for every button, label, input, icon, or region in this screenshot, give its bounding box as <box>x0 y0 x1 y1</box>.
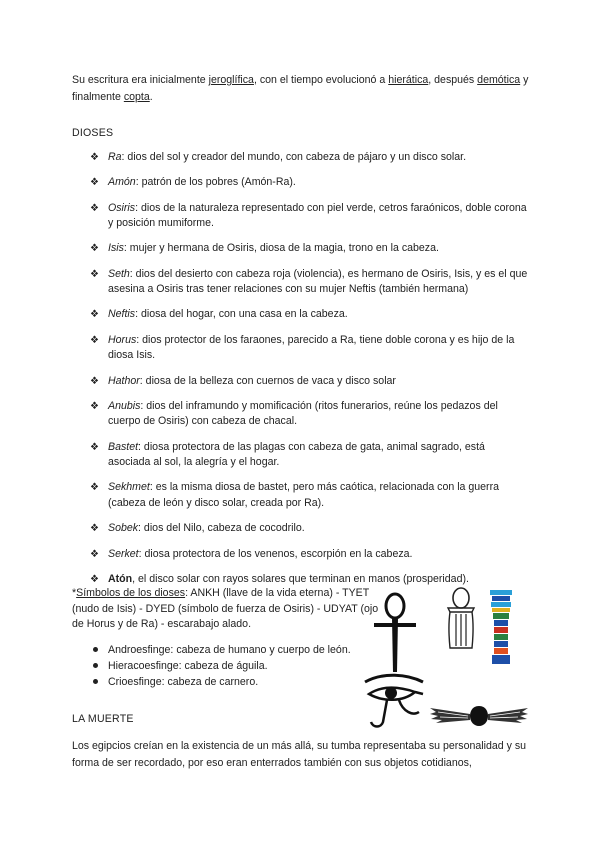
god-name: Ra <box>108 151 122 163</box>
death-paragraph: Los egipcios creían en la existencia de un más allá, su tumba representaba su personalidad y su forma de ser recordado, por eso eran enterrados también con sus objetos cotidianos, <box>72 740 527 769</box>
symbols-text: : ANKH (llave de la vida eterna) - TYET (nudo de Isis) - DYED (símbolo de fuerza de Osiris) - UDYAT (ojo de Horus y de Ra) - escarabajo alado. <box>72 587 379 630</box>
god-description: , el disco solar con rayos solares que terminan en manos (prosperidad). <box>132 572 469 585</box>
god-item-bastet <box>90 440 530 471</box>
ankh-image <box>371 592 419 672</box>
tyet-image <box>444 586 478 652</box>
intro-text-1: Su escritura era inicialmente <box>72 74 209 86</box>
god-name: Horus <box>108 333 137 346</box>
god-name: Serket <box>108 547 139 560</box>
god-item-neftis <box>90 307 530 323</box>
god-description: : mujer y hermana de Osiris, diosa de la magia, trono en la cabeza. <box>123 242 439 255</box>
diamond-bullet-icon: ❖ <box>90 375 99 387</box>
god-item-sobek <box>90 521 530 537</box>
djed-pillar-image <box>488 588 514 666</box>
god-name: Anubis <box>108 399 141 412</box>
god-description: : diosa protectora de las plagas con cabeza de gata, animal sagrado, está asociada al sol, la alegría y el hogar. <box>108 440 485 469</box>
link-jeroglifica[interactable]: jeroglífica <box>208 74 254 86</box>
god-item-anubis <box>90 399 530 430</box>
god-description: : diosa del hogar, con una casa en la cabeza. <box>135 308 348 321</box>
diamond-bullet-icon: ❖ <box>90 243 99 255</box>
diamond-bullet-icon: ❖ <box>90 523 99 535</box>
diamond-bullet-icon: ❖ <box>90 177 99 189</box>
god-description: : es la misma diosa de bastet, pero más caótica, relacionada con la guerra (cabeza de león y disco solar, creada por Ra). <box>108 481 500 509</box>
god-description: : patrón de los pobres (Amón-Ra). <box>135 176 296 189</box>
god-description: : dios del desierto con cabeza roja (violencia), es hermano de Osiris, Isis, y es el que asesina a Osiris tras tener relaciones con su mujer Neftis (también hermana) <box>108 267 528 296</box>
diamond-bullet-icon: ❖ <box>90 309 99 321</box>
god-item-hathor <box>90 374 530 390</box>
diamond-bullet-icon: ❖ <box>90 573 99 585</box>
god-name: Hathor <box>108 374 140 387</box>
intro-text-4: y finalmente <box>72 74 529 103</box>
diamond-bullet-icon: ❖ <box>90 441 99 453</box>
god-description: : dios del inframundo y momificación (ritos funerarios, reúne los pedazos del cuerpo de Osiris) con cabeza de chacal. <box>108 399 498 428</box>
god-item-serket <box>90 547 530 563</box>
god-description: : dios de la naturaleza representado con piel verde, cetros faraónicos, doble corona y posición mumiforme. <box>108 201 527 230</box>
eye-of-horus-image <box>363 672 425 734</box>
symbols-paragraph <box>72 586 384 633</box>
link-demotica[interactable]: demótica <box>477 74 521 86</box>
god-name: Isis <box>108 242 124 255</box>
god-name: Osiris <box>108 201 136 214</box>
sphinx-item: Androesfinge: cabeza de humano y cuerpo de león. <box>90 642 380 658</box>
intro-paragraph <box>72 72 532 106</box>
diamond-bullet-icon: ❖ <box>90 482 99 494</box>
winged-scarab-image <box>428 702 530 728</box>
god-item-seth <box>90 267 530 298</box>
diamond-bullet-icon: ❖ <box>90 268 99 280</box>
god-name: Sobek <box>108 522 139 535</box>
intro-text-5: . <box>149 91 153 103</box>
intro-text-3: , después <box>428 74 478 86</box>
god-description: : dios del sol y creador del mundo, con cabeza de pájaro y un disco solar. <box>121 151 467 163</box>
god-description: : dios del Nilo, cabeza de cocodrilo. <box>138 522 305 535</box>
diamond-bullet-icon: ❖ <box>90 400 99 412</box>
god-item-osiris <box>90 201 530 232</box>
diamond-bullet-icon: ❖ <box>90 152 99 163</box>
god-name: Amón <box>108 176 136 189</box>
god-item-amon <box>90 175 530 191</box>
god-item-horus <box>90 333 530 364</box>
intro-text-2: , con el tiempo evolucionó a <box>253 74 389 86</box>
god-item-isis <box>90 241 530 257</box>
god-item-sekhmet <box>90 480 530 511</box>
link-hieratica[interactable]: hierática <box>388 74 429 86</box>
god-name: Atón <box>108 572 133 585</box>
god-item-ra <box>90 150 530 166</box>
symbols-label: Símbolos de los dioses <box>76 587 186 599</box>
link-copta[interactable]: copta <box>123 91 150 103</box>
god-name: Seth <box>108 267 130 280</box>
diamond-bullet-icon: ❖ <box>90 548 99 560</box>
god-name: Sekhmet <box>108 481 150 494</box>
god-description: : dios protector de los faraones, parecido a Ra, tiene doble corona y es hijo de la diosa Isis. <box>108 333 515 362</box>
gods-heading: DIOSES <box>72 127 114 139</box>
god-name: Bastet <box>108 440 139 453</box>
diamond-bullet-icon: ❖ <box>90 202 99 214</box>
gods-list <box>90 150 530 597</box>
god-name: Neftis <box>108 308 136 321</box>
god-description: : diosa de la belleza con cuernos de vaca y disco solar <box>139 374 396 387</box>
sphinx-item: Hieracoesfinge: cabeza de águila. <box>90 658 380 674</box>
symbols-prefix: * <box>72 587 77 599</box>
diamond-bullet-icon: ❖ <box>90 334 99 346</box>
sphinx-item: Crioesfinge: cabeza de carnero. <box>90 674 380 690</box>
death-heading: LA MUERTE <box>72 713 134 725</box>
god-description: : diosa protectora de los venenos, escorpión en la cabeza. <box>138 547 413 560</box>
sphinx-list <box>90 642 380 690</box>
